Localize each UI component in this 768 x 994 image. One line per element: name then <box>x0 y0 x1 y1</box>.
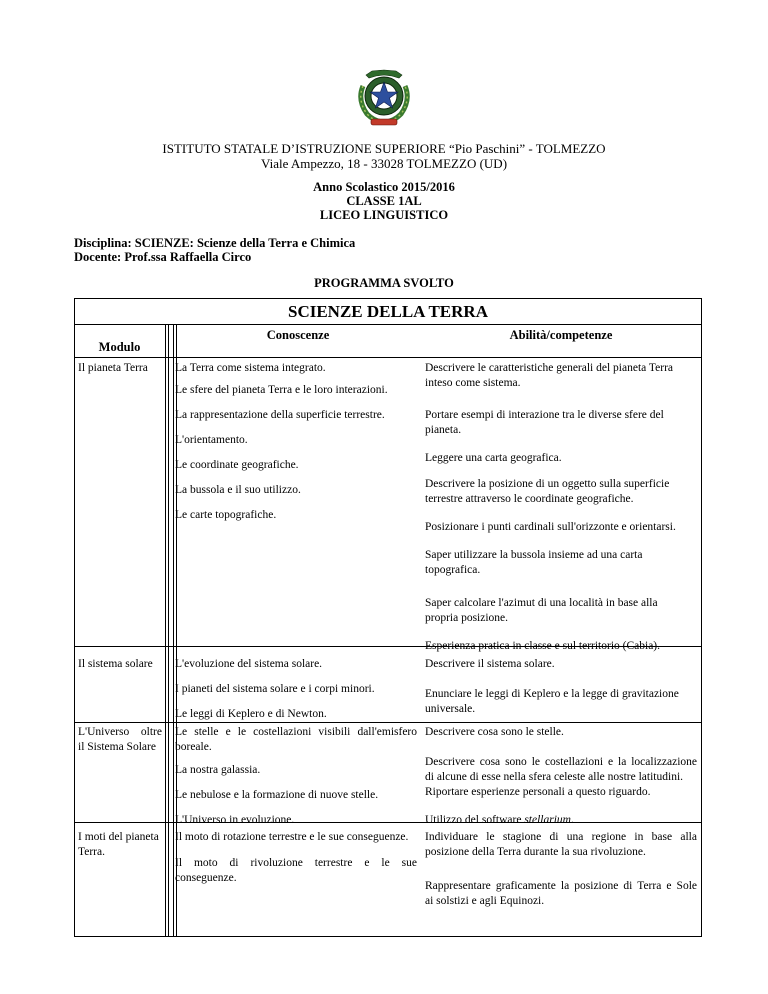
program-title: PROGRAMMA SVOLTO <box>314 276 454 290</box>
skill-item: Rappresentare graficamente la posizione di Terra e Sole ai solstizi e agli Equinozi. <box>425 880 697 907</box>
skill-item: Esperienza pratica in classe e sul territorio (Cabia). <box>425 640 661 652</box>
knowledge-item: La Terra come sistema integrato. <box>175 362 326 374</box>
knowledge-item: La rappresentazione della superficie terrestre. <box>175 409 385 421</box>
column-header-module: Modulo <box>98 340 141 354</box>
knowledge-item: Le stelle e le costellazioni visibili dall'emisfero boreale. <box>175 726 417 753</box>
skill-item: Descrivere cosa sono le costellazioni e la localizzazione di alcune di esse nella sfera celeste alle nostre latitudini. Riportare esperienze personali a questo riguardo. <box>425 756 697 798</box>
school-name: ISTITUTO STATALE D’ISTRUZIONE SUPERIORE “Pio Paschini” - TOLMEZZO <box>162 141 606 156</box>
discipline: Disciplina: SCIENZE: Scienze della Terra e Chimica <box>74 236 356 250</box>
knowledge-item: I pianeti del sistema solare e i corpi minori. <box>175 683 375 695</box>
module-cell: Il pianeta Terra <box>78 362 148 374</box>
subject-info <box>74 236 355 264</box>
skill-item: Saper calcolare l'azimut di una località in base alla propria posizione. <box>425 597 658 624</box>
knowledge-item: L'evoluzione del sistema solare. <box>175 658 323 670</box>
module-cell: I moti del pianeta Terra. <box>78 831 159 858</box>
column-divider <box>168 324 169 937</box>
table-title: SCIENZE DELLA TERRA <box>288 302 488 321</box>
skill-item: Descrivere il sistema solare. <box>425 658 555 670</box>
skill-item: Utilizzo del software stellarium. <box>425 814 574 826</box>
italian-republic-emblem <box>349 66 419 128</box>
school-year: Anno Scolastico 2015/2016 <box>313 180 455 194</box>
school-header <box>0 141 768 171</box>
knowledge-item: Le nebulose e la formazione di nuove stelle. <box>175 789 379 801</box>
knowledge-item: Le carte topografiche. <box>175 509 277 521</box>
skill-item: Enunciare le leggi di Keplero e la legge di gravitazione universale. <box>425 688 679 715</box>
knowledge-item: La bussola e il suo utilizzo. <box>175 484 301 496</box>
skill-item: Descrivere la posizione di un oggetto sulla superficie terrestre attraverso le coordinate geografiche. <box>425 478 670 505</box>
skill-item: Saper utilizzare la bussola insieme ad una carta topografica. <box>425 549 643 576</box>
skill-item: Portare esempi di interazione tra le diverse sfere del pianeta. <box>425 409 664 436</box>
knowledge-item: La nostra galassia. <box>175 764 261 776</box>
knowledge-item: Le sfere del pianeta Terra e le loro interazioni. <box>175 384 388 396</box>
skill-item: Descrivere le caratteristiche generali del pianeta Terra inteso come sistema. <box>425 362 674 389</box>
module-cell: L'Universo oltre il Sistema Solare <box>78 726 162 753</box>
knowledge-item: Il moto di rivoluzione terrestre e le sue conseguenze. <box>175 857 417 884</box>
column-header-skills: Abilità/competenze <box>509 328 613 342</box>
skill-item: Individuare le stagione di una regione in base alla posizione della Terra durante la sua rivoluzione. <box>425 831 697 858</box>
teacher: Docente: Prof.ssa Raffaella Circo <box>74 250 252 264</box>
knowledge-item: Le coordinate geografiche. <box>175 459 299 471</box>
column-divider <box>165 324 166 937</box>
class-info <box>0 180 768 222</box>
knowledge-item: Le leggi di Keplero e di Newton. <box>175 708 327 720</box>
knowledge-item: L'Universo in evoluzione. <box>175 814 295 826</box>
school-address: Viale Ampezzo, 18 - 33028 TOLMEZZO (UD) <box>260 156 508 171</box>
column-divider <box>173 324 174 937</box>
school-type: LICEO LINGUISTICO <box>319 208 449 222</box>
skill-item: Posizionare i punti cardinali sull'orizzonte e orientarsi. <box>425 521 676 533</box>
knowledge-item: L'orientamento. <box>175 434 248 446</box>
knowledge-item: Il moto di rotazione terrestre e le sue conseguenze. <box>175 831 409 843</box>
column-header-knowledge: Conoscenze <box>266 328 330 342</box>
skill-item: Descrivere cosa sono le stelle. <box>425 726 564 738</box>
class-name: CLASSE 1AL <box>346 194 422 208</box>
module-cell: Il sistema solare <box>78 658 153 670</box>
skill-item: Leggere una carta geografica. <box>425 452 562 464</box>
